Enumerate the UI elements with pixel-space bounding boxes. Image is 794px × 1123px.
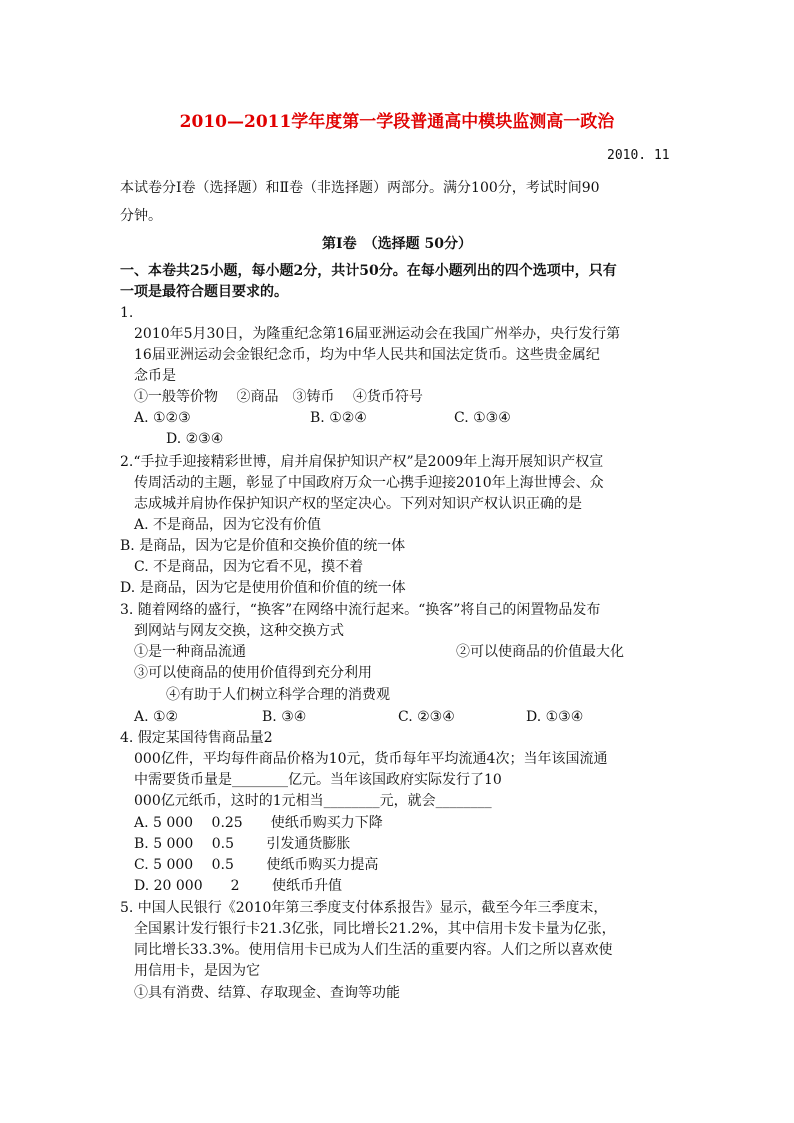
q1-stem-2: 16届亚洲运动会金银纪念币，均为中华人民共和国法定货币。这些贵金属纪: [134, 347, 600, 363]
q3-option-b: B. ③④: [262, 709, 307, 725]
q5-stem-1: 5. 中国人民银行《2010年第三季度支付体系报告》显示，截至今年三季度末，: [120, 900, 608, 916]
q4-option-d: D. 20 000 2 使纸币升值: [134, 878, 342, 894]
q4-stem-1: 4. 假定某国待售商品量2: [120, 730, 273, 746]
q3-stem-1: 3. 随着网络的盛行，“换客”在网络中流行起来。“换客”将自己的闲置物品发布: [120, 602, 601, 618]
q2-option-a: A. 不是商品，因为它没有价值: [134, 517, 322, 533]
q2-option-d: D. 是商品，因为它是使用价值和价值的统一体: [120, 580, 406, 596]
q1-option-c: C. ①③④: [454, 410, 511, 426]
q2-option-c: C. 不是商品，因为它看不见，摸不着: [134, 559, 364, 575]
section-instructions-2: 一项是最符合题目要求的。: [120, 284, 288, 300]
q3-option-a: A. ①②: [134, 709, 179, 725]
q4-option-c: C. 5 000 0.5 使纸币购买力提高: [134, 857, 379, 873]
q1-option-b: B. ①②④: [310, 410, 367, 426]
q4-option-a: A. 5 000 0.25 使纸币购买力下降: [134, 815, 383, 831]
intro-line-2: 分钟。: [120, 208, 162, 224]
intro-line-1: 本试卷分Ⅰ卷（选择题）和Ⅱ卷（非选择题）两部分。满分100分，考试时间90: [120, 180, 600, 196]
q3-stem-2: 到网站与网友交换，这种交换方式: [134, 623, 344, 639]
q5-item-1: ①具有消费、结算、存取现金、查询等功能: [134, 985, 400, 1001]
section-instructions-1: 一、本卷共25小题，每小题2分，共计50分。在每小题列出的四个选项中，只有: [120, 263, 617, 279]
q3-item-1: ①是一种商品流通: [134, 644, 246, 660]
q4-stem-3: 中需要货币量是________亿元。当年该国政府实际发行了10: [134, 772, 502, 788]
q1-stem-1: 2010年5月30日，为隆重纪念第16届亚洲运动会在我国广州举办，央行发行第: [134, 326, 621, 342]
q1-stem-3: 念币是: [134, 368, 176, 384]
exam-title: 2010—2011学年度第一学段普通高中模块监测高一政治: [179, 112, 615, 132]
q3-item-3: ③可以使商品的使用价值得到充分利用: [134, 665, 372, 681]
section-heading: 第Ⅰ卷 （选择题 50分）: [322, 236, 472, 252]
q2-stem-3: 志成城并肩协作保护知识产权的坚定决心。下列对知识产权认识正确的是: [134, 496, 582, 512]
q2-stem-2: 传周活动的主题，彰显了中国政府万众一心携手迎接2010年上海世博会、众: [134, 475, 604, 491]
q5-stem-2: 全国累计发行银行卡21.3亿张，同比增长21.2%，其中信用卡发卡量为亿张，: [134, 921, 616, 937]
exam-date: 2010. 11: [607, 148, 670, 163]
q3-item-4: ④有助于人们树立科学合理的消费观: [166, 687, 390, 703]
q3-option-c: C. ②③④: [398, 709, 455, 725]
q4-stem-4: 000亿元纸币，这时的1元相当________元，就会________: [134, 793, 492, 809]
q1-items: ①一般等价物 ②商品 ③铸币 ④货币符号: [134, 389, 423, 405]
q4-option-b: B. 5 000 0.5 引发通货膨胀: [134, 836, 351, 852]
q1-number: 1.: [120, 305, 134, 321]
q2-stem-1: 2.“手拉手迎接精彩世博，肩并肩保护知识产权”是2009年上海开展知识产权宣: [120, 454, 604, 470]
q5-stem-3: 同比增长33.3%。使用信用卡已成为人们生活的重要内容。人们之所以喜欢使: [134, 942, 613, 958]
q3-option-d: D. ①③④: [526, 709, 584, 725]
q5-stem-4: 用信用卡，是因为它: [134, 963, 260, 979]
q4-stem-2: 000亿件，平均每件商品价格为10元，货币每年平均流通4次；当年该国流通: [134, 751, 608, 767]
q2-option-b: B. 是商品，因为它是价值和交换价值的统一体: [120, 538, 406, 554]
q1-option-a: A. ①②③: [134, 410, 191, 426]
q1-option-d: D. ②③④: [166, 431, 224, 447]
q3-item-2: ②可以使商品的价值最大化: [456, 644, 624, 660]
